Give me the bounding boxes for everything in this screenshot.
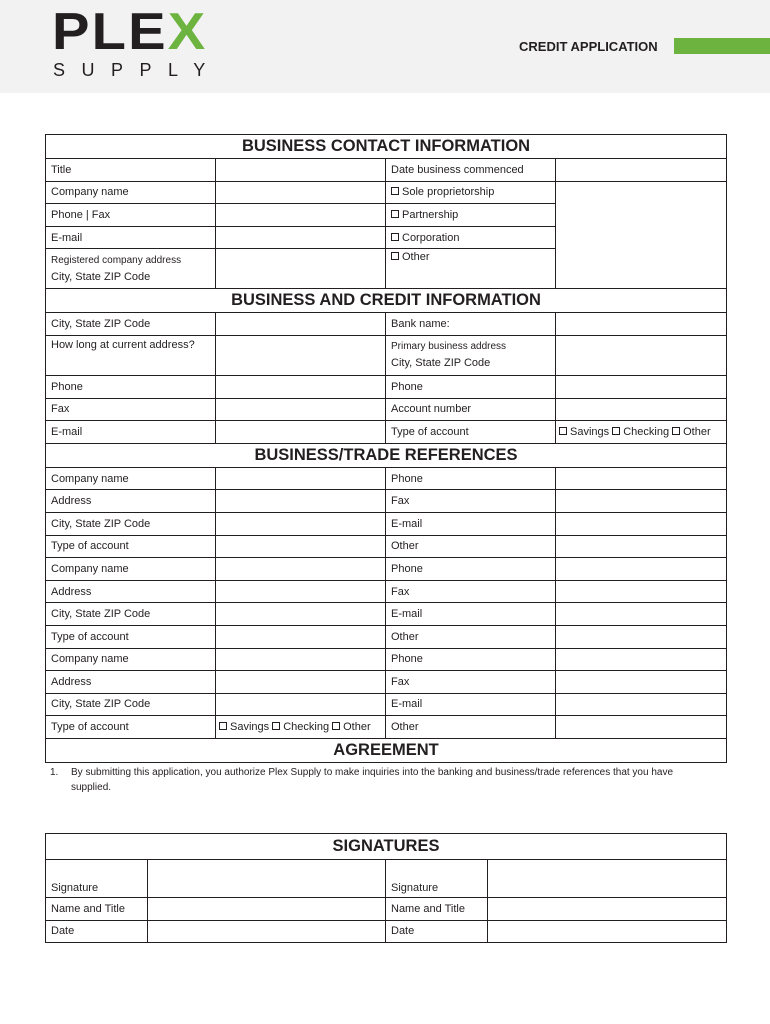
field-date-2[interactable]: [488, 920, 727, 943]
agreement-number: 1.: [50, 767, 59, 778]
ref1-field-fax[interactable]: [556, 490, 727, 513]
label-city-state-zip: City, State ZIP Code: [46, 313, 216, 336]
ref2-field-address[interactable]: [216, 580, 386, 603]
ref2-label-company: Company name: [46, 558, 216, 581]
label-bank-name: Bank name:: [386, 313, 556, 336]
ref1-field-company[interactable]: [216, 467, 386, 490]
ref2-label-email: E-mail: [386, 603, 556, 626]
label-phone-fax: Phone | Fax: [46, 204, 216, 227]
checkbox-savings[interactable]: [559, 427, 567, 435]
field-phone[interactable]: [216, 375, 386, 398]
ref2-field-phone[interactable]: [556, 558, 727, 581]
label-email: E-mail: [46, 226, 216, 249]
ref2-label-other: Other: [386, 625, 556, 648]
label-phone: Phone: [46, 375, 216, 398]
ref3-checkbox-savings[interactable]: [219, 722, 227, 730]
field-bank-name[interactable]: [556, 313, 727, 336]
label-date-commenced: Date business commenced: [386, 159, 556, 182]
section-heading-signatures: SIGNATURES: [46, 834, 727, 860]
field-date-1[interactable]: [148, 920, 386, 943]
ref3-field-phone[interactable]: [556, 648, 727, 671]
account-type-options: Savings Checking Other: [556, 421, 727, 444]
ref1-label-other: Other: [386, 535, 556, 558]
ref1-field-other[interactable]: [556, 535, 727, 558]
ref3-field-fax[interactable]: [556, 671, 727, 694]
field-name-title-2[interactable]: [488, 898, 727, 921]
field-phone-fax[interactable]: [216, 204, 386, 227]
ref3-label-other: Other: [386, 716, 556, 739]
section-heading-references: BUSINESS/TRADE REFERENCES: [46, 443, 727, 467]
ref2-label-fax: Fax: [386, 580, 556, 603]
label-registered-address: Registered company address City, State ZIP Code: [46, 249, 216, 289]
page-header: [0, 0, 770, 93]
ref1-field-city[interactable]: [216, 512, 386, 535]
ref3-field-company[interactable]: [216, 648, 386, 671]
checkbox-checking[interactable]: [612, 427, 620, 435]
ref3-field-other[interactable]: [556, 716, 727, 739]
ref3-label-email: E-mail: [386, 693, 556, 716]
field-registered-address[interactable]: [216, 249, 386, 289]
checkbox-corporation[interactable]: [391, 233, 399, 241]
checkbox-other-account[interactable]: [672, 427, 680, 435]
field-bank-phone[interactable]: [556, 375, 727, 398]
checkbox-partnership[interactable]: [391, 210, 399, 218]
ref1-field-address[interactable]: [216, 490, 386, 513]
field-city-state-zip[interactable]: [216, 313, 386, 336]
credit-application-form: [45, 134, 727, 763]
ref2-field-city[interactable]: [216, 603, 386, 626]
ref3-field-address[interactable]: [216, 671, 386, 694]
logo-supply-text: SUPPLY: [53, 60, 222, 80]
label-title: Title: [46, 159, 216, 182]
label-bank-phone: Phone: [386, 375, 556, 398]
ref3-label-address: Address: [46, 671, 216, 694]
label-company-name: Company name: [46, 181, 216, 204]
field-signature-2[interactable]: [488, 860, 727, 898]
ref2-field-email[interactable]: [556, 603, 727, 626]
field-company-name[interactable]: [216, 181, 386, 204]
ref2-label-address: Address: [46, 580, 216, 603]
ref2-field-type[interactable]: [216, 625, 386, 648]
option-other[interactable]: Other: [386, 249, 556, 289]
ref1-label-address: Address: [46, 490, 216, 513]
ref2-label-city: City, State ZIP Code: [46, 603, 216, 626]
ref3-label-type: Type of account: [46, 716, 216, 739]
ref1-label-company: Company name: [46, 467, 216, 490]
section-heading-agreement: AGREEMENT: [46, 738, 727, 762]
field-fax[interactable]: [216, 398, 386, 421]
ref1-field-type[interactable]: [216, 535, 386, 558]
option-sole-proprietorship[interactable]: Sole proprietorship: [386, 181, 556, 204]
logo-wordmark: PLE: [52, 3, 168, 61]
label-credit-email: E-mail: [46, 421, 216, 444]
ref3-checkbox-checking[interactable]: [272, 722, 280, 730]
label-account-number: Account number: [386, 398, 556, 421]
label-name-title-1: Name and Title: [46, 898, 148, 921]
section-heading-contact: BUSINESS CONTACT INFORMATION: [46, 135, 727, 159]
ref3-account-type-options: Savings Checking Other: [216, 716, 386, 739]
ref1-label-phone: Phone: [386, 467, 556, 490]
field-title[interactable]: [216, 159, 386, 182]
field-primary-address[interactable]: [556, 335, 727, 375]
logo-x-mark: X: [167, 3, 208, 61]
agreement-text: By submitting this application, you authorize Plex Supply to make inquiries into the banking and business/trade references that you have supplied.: [71, 767, 674, 793]
ref2-label-phone: Phone: [386, 558, 556, 581]
label-name-title-2: Name and Title: [386, 898, 488, 921]
label-primary-address: Primary business address City, State ZIP Code: [386, 335, 556, 375]
field-credit-email[interactable]: [216, 421, 386, 444]
ref3-checkbox-other[interactable]: [332, 722, 340, 730]
ref3-field-city[interactable]: [216, 693, 386, 716]
label-type-of-account: Type of account: [386, 421, 556, 444]
ref1-label-email: E-mail: [386, 512, 556, 535]
ref2-field-fax[interactable]: [556, 580, 727, 603]
label-how-long: How long at current address?: [46, 335, 216, 375]
field-signature-1[interactable]: [148, 860, 386, 898]
ref2-label-type: Type of account: [46, 625, 216, 648]
ref3-label-fax: Fax: [386, 671, 556, 694]
ref1-label-city: City, State ZIP Code: [46, 512, 216, 535]
ref3-label-phone: Phone: [386, 648, 556, 671]
ref3-field-email[interactable]: [556, 693, 727, 716]
field-entity-type[interactable]: [556, 181, 727, 289]
ref1-field-email[interactable]: [556, 512, 727, 535]
field-name-title-1[interactable]: [148, 898, 386, 921]
field-how-long[interactable]: [216, 335, 386, 375]
ref3-label-city: City, State ZIP Code: [46, 693, 216, 716]
field-date-commenced[interactable]: [556, 159, 727, 182]
label-fax: Fax: [46, 398, 216, 421]
label-date-1: Date: [46, 920, 148, 943]
option-partnership[interactable]: Partnership: [386, 204, 556, 227]
ref1-label-fax: Fax: [386, 490, 556, 513]
ref3-label-company: Company name: [46, 648, 216, 671]
ref1-label-type: Type of account: [46, 535, 216, 558]
document-title: CREDIT APPLICATION: [519, 39, 658, 54]
label-date-2: Date: [386, 920, 488, 943]
field-email[interactable]: [216, 226, 386, 249]
ref2-field-other[interactable]: [556, 625, 727, 648]
checkbox-sole[interactable]: [391, 187, 399, 195]
checkbox-other[interactable]: [391, 252, 399, 260]
plex-supply-logo: [52, 3, 222, 80]
label-signature-2: Signature: [386, 860, 488, 898]
ref1-field-phone[interactable]: [556, 467, 727, 490]
signatures-table: [45, 833, 727, 943]
accent-bar: [674, 38, 770, 54]
label-signature-1: Signature: [46, 860, 148, 898]
section-heading-credit: BUSINESS AND CREDIT INFORMATION: [46, 289, 727, 313]
ref2-field-company[interactable]: [216, 558, 386, 581]
field-account-number[interactable]: [556, 398, 727, 421]
option-corporation[interactable]: Corporation: [386, 226, 556, 249]
